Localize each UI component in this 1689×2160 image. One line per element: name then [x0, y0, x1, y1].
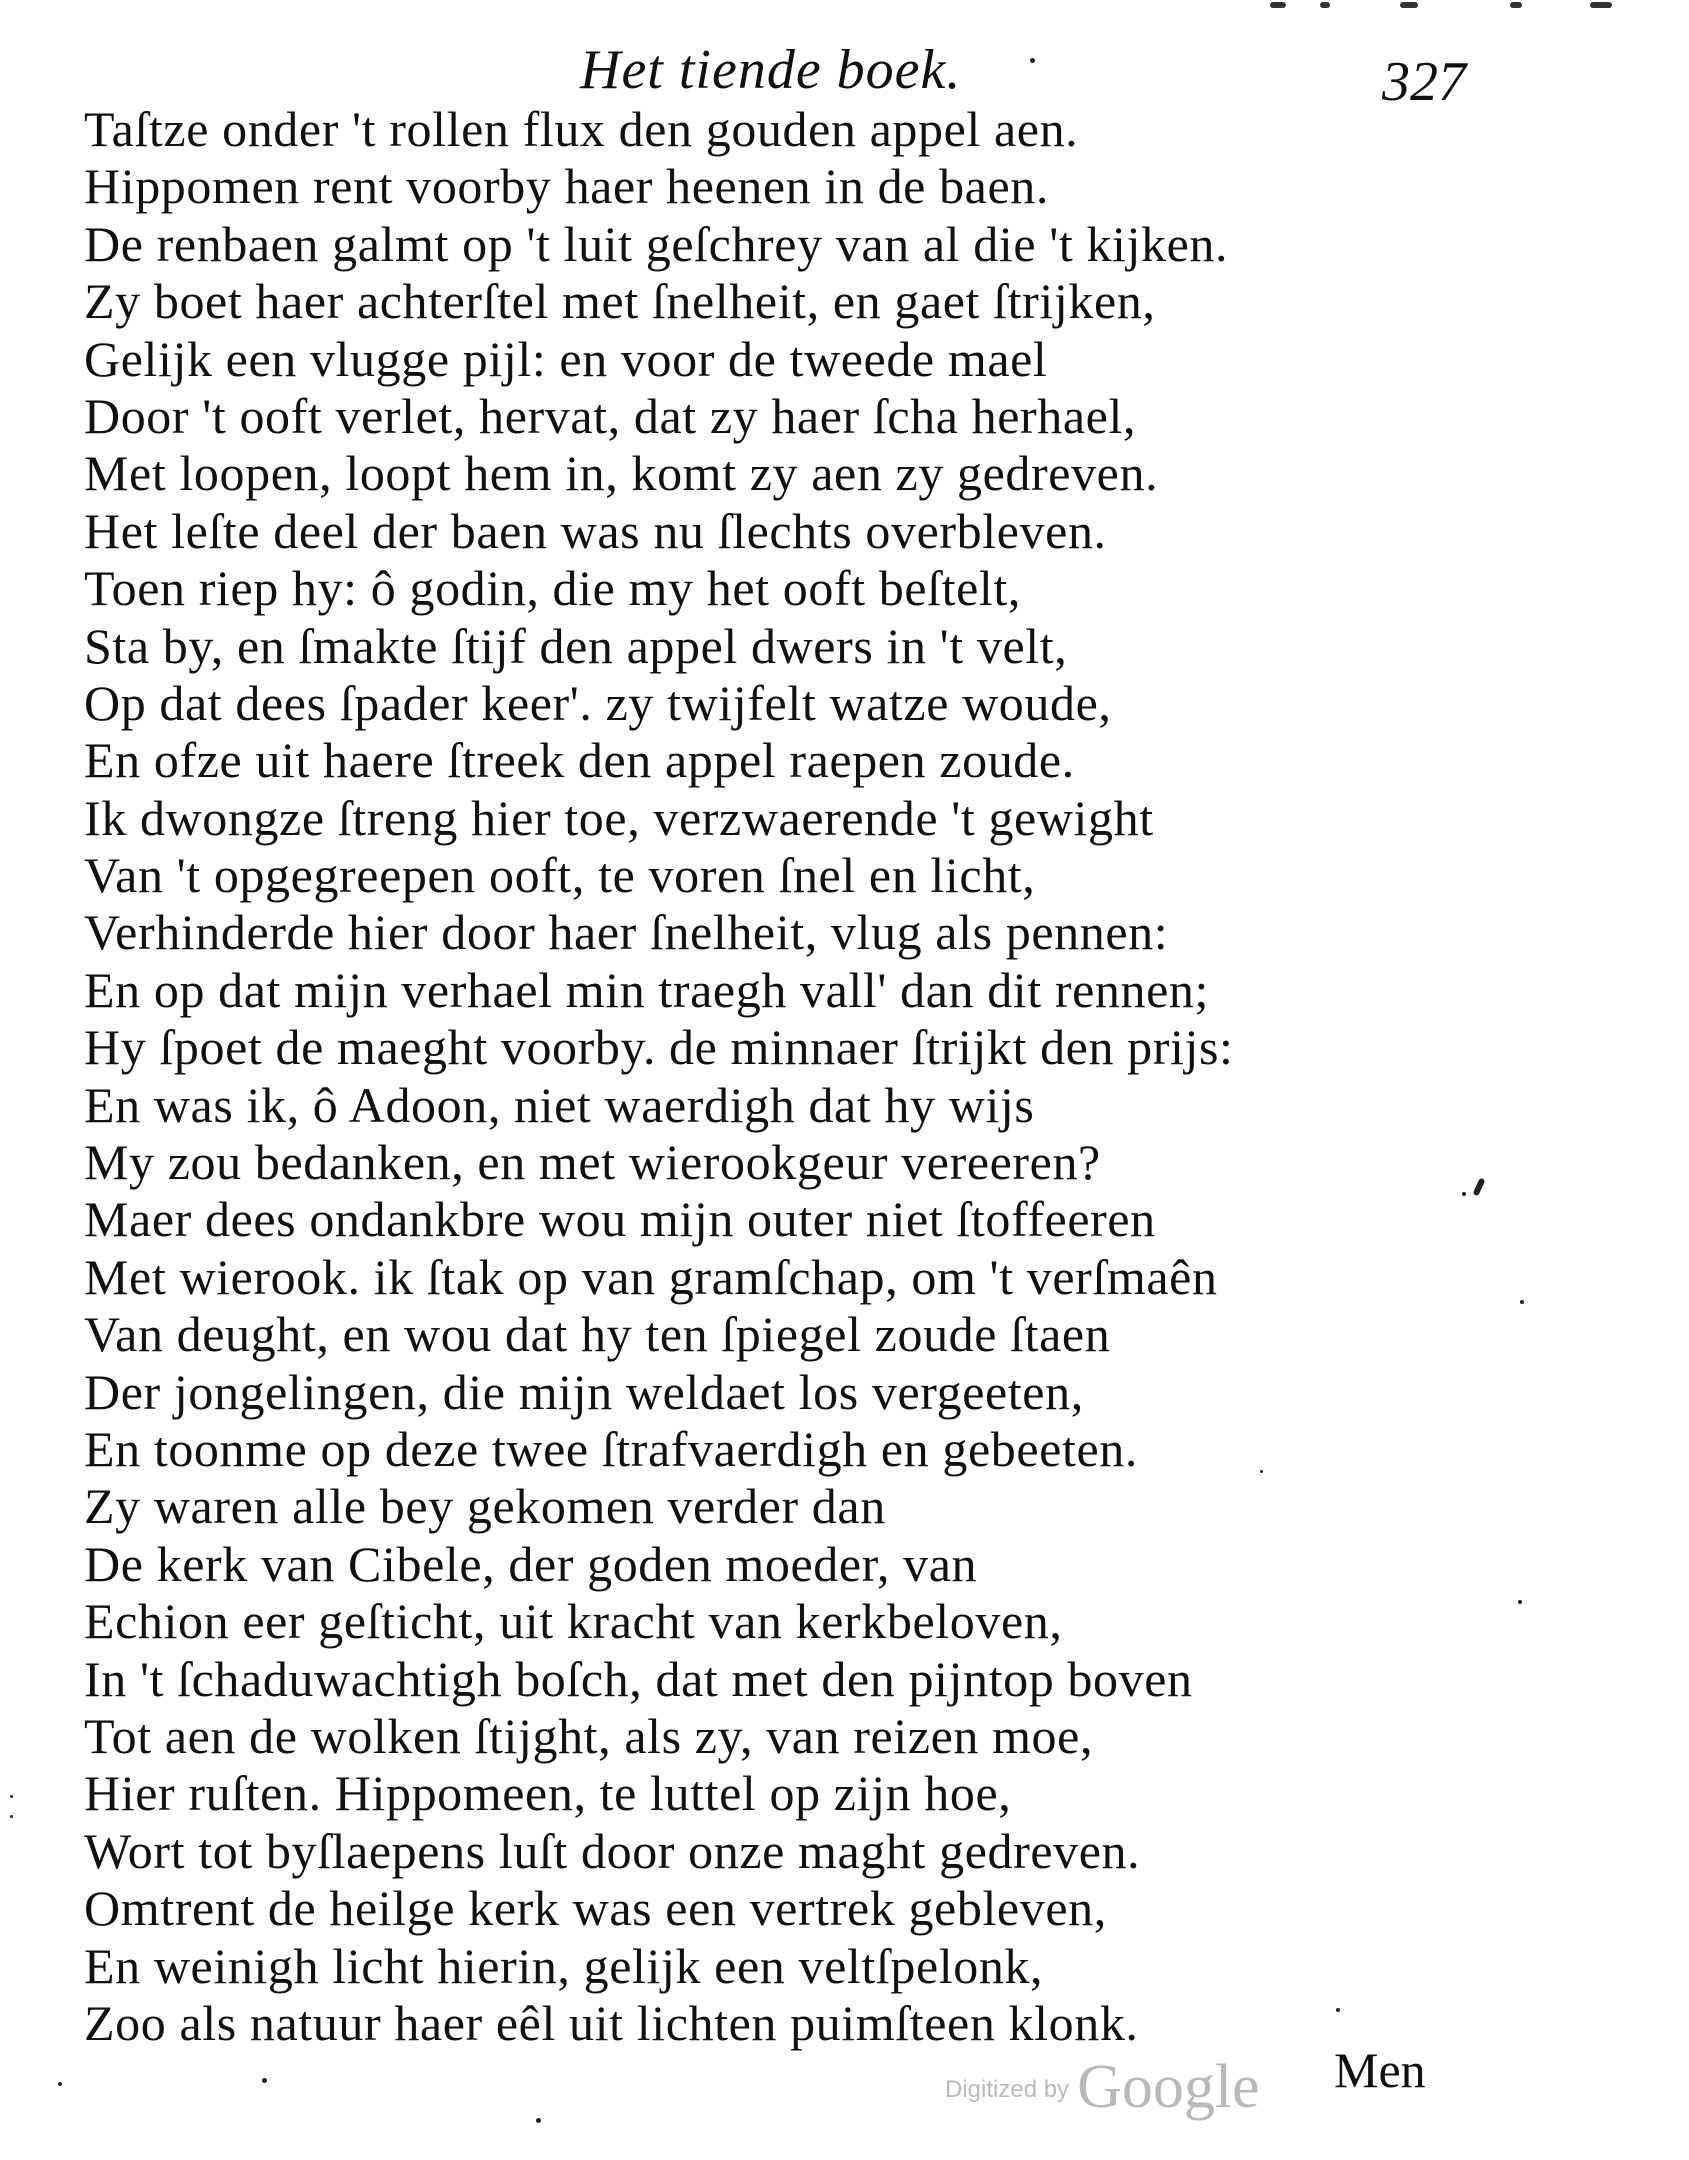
verse-line: Ik dwongze ſtreng hier toe, verzwaerende 't gewight [84, 789, 1154, 846]
verse-line: En toonme op deze twee ſtrafvaerdigh en gebeeten. [84, 1420, 1138, 1477]
verse-line: En op dat mijn verhael min traegh vall' dan dit rennen; [84, 961, 1210, 1018]
verse-text [84, 101, 1414, 2052]
ink-speck [1462, 1192, 1466, 1196]
watermark-brand: Google [1077, 2053, 1260, 2121]
verse-line: Met loopen, loopt hem in, komt zy aen zy gedreven. [84, 445, 1159, 502]
verse-line: Zoo als natuur haer eêl uit lichten puimſteen klonk. [84, 1994, 1139, 2051]
verse-line: Sta by, en ſmakte ſtijf den appel dwers in 't velt, [84, 617, 1068, 674]
verse-line: En weinigh licht hierin, gelijk een veltſpelonk, [84, 1937, 1044, 1994]
verse-line: Hier ruſten. Hippomeen, te luttel op zijn hoe, [84, 1765, 1012, 1822]
verse-line: Hy ſpoet de maeght voorby. de minnaer ſtrijkt den prijs: [84, 1019, 1234, 1076]
verse-line: Zy boet haer achterſtel met ſnelheit, en gaet ſtrijken, [84, 273, 1156, 330]
verse-line: Der jongelingen, die mijn weldaet los vergeeten, [84, 1363, 1084, 1420]
verse-line: Hippomen rent voorby haer heenen in de baen. [84, 158, 1049, 215]
verse-line: Door 't ooft verlet, hervat, dat zy haer ſcha herhael, [84, 387, 1137, 444]
verse-line: De kerk van Cibele, der goden moeder, van [84, 1535, 978, 1592]
verse-line: Tot aen de wolken ſtijght, als zy, van reizen moe, [84, 1707, 1094, 1764]
verse-line: En ofze uit haere ſtreek den appel raepen zoude. [84, 732, 1075, 789]
verse-line: Gelijk een vlugge pijl: en voor de tweede mael [84, 330, 1048, 387]
verse-line: En was ik, ô Adoon, niet waerdigh dat hy wijs [84, 1076, 1035, 1133]
ink-speck [58, 2082, 62, 2086]
verse-line: My zou bedanken, en met wierookgeur vereeren? [84, 1134, 1101, 1191]
verse-line: Verhinderde hier door haer ſnelheit, vlug als pennen: [84, 904, 1169, 961]
verse-line: Omtrent de heilge kerk was een vertrek gebleven, [84, 1880, 1107, 1937]
verse-line: Toen riep hy: ô godin, die my het ooft beſtelt, [84, 560, 1022, 617]
watermark-prefix: Digitized by [945, 2076, 1070, 2103]
verse-line: In 't ſchaduwachtigh boſch, dat met den pijntop boven [84, 1650, 1193, 1707]
ink-speck [1336, 2008, 1340, 2012]
catchword: Men [1334, 2042, 1426, 2098]
verse-line: Taſtze onder 't rollen flux den gouden appel aen. [84, 101, 1079, 157]
ink-speck [1030, 58, 1035, 63]
ink-speck [10, 1795, 13, 1798]
verse-line: Echion eer geſticht, uit kracht van kerkbeloven, [84, 1593, 1063, 1650]
verse-line: De renbaen galmt op 't luit geſchrey van al die 't kijken. [84, 215, 1229, 272]
running-head: Het tiende boek. [580, 39, 962, 101]
ink-speck [536, 2118, 541, 2123]
verse-line: Zy waren alle bey gekomen verder dan [84, 1478, 886, 1535]
verse-line: Met wierook. ik ſtak op van gramſchap, om 't verſmaên [84, 1248, 1218, 1305]
ink-speck [1472, 1178, 1485, 1197]
page-number: 327 [1382, 51, 1466, 113]
verse-line: Van 't opgegreepen ooft, te voren ſnel en licht, [84, 847, 1036, 904]
top-edge-smudge [1250, 0, 1670, 14]
ink-speck [1518, 1600, 1522, 1604]
digitized-watermark [945, 2052, 1260, 2123]
verse-line: Wort tot byſlaepens luſt door onze maght gedreven. [84, 1822, 1141, 1879]
verse-line: Het leſte deel der baen was nu ſlechts overbleven. [84, 502, 1107, 559]
ink-speck [1260, 1470, 1263, 1473]
ink-speck [262, 2078, 267, 2083]
verse-line: Op dat dees ſpader keer'. zy twijfelt watze woude, [84, 674, 1112, 731]
verse-line: Van deught, en wou dat hy ten ſpiegel zoude ſtaen [84, 1306, 1111, 1363]
ink-speck [1520, 1300, 1524, 1304]
verse-line: Maer dees ondankbre wou mijn outer niet ſtoffeeren [84, 1191, 1156, 1248]
ink-speck [10, 1815, 13, 1818]
